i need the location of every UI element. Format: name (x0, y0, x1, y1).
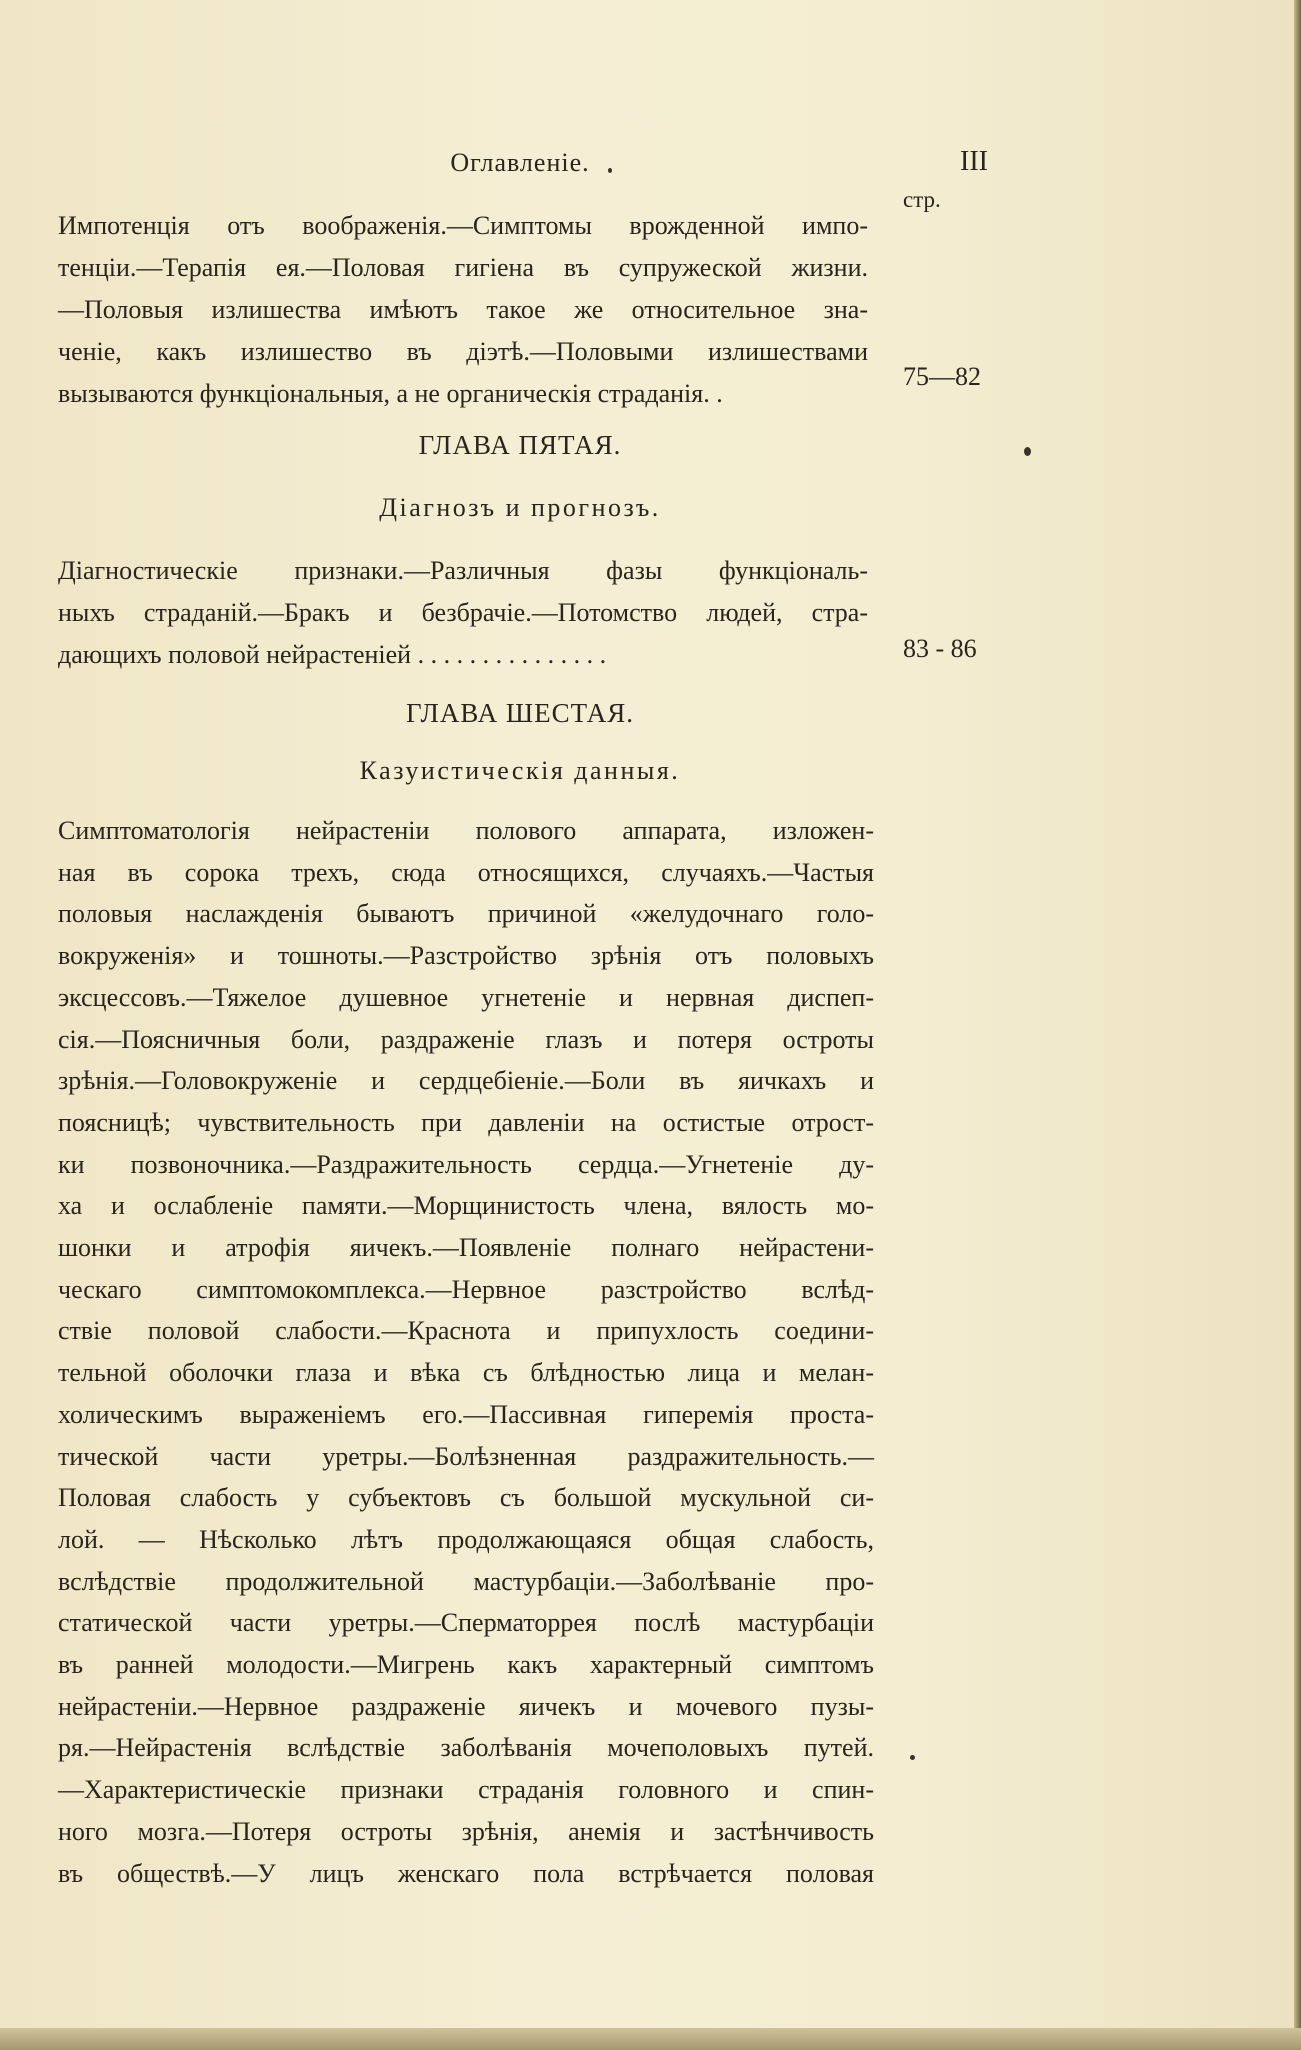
toc-line: вокруженія» и тошноты.—Разстройство зрѣнія отъ половыхъ (58, 941, 874, 971)
toc-entry-diagnosis (58, 550, 868, 676)
toc-line: ная въ сорока трехъ, сюда относящихся, случаяхъ.—Частыя (58, 857, 874, 887)
toc-line: половыя наслажденія бываютъ причиной «желудочнаго голо- (58, 899, 874, 929)
page-number: III (960, 146, 988, 177)
toc-entry-pages: 75—82 (903, 362, 981, 391)
chapter-six-title: Казуистическія данныя. (359, 756, 681, 785)
toc-line: дающихъ половой нейрастеніей . . . . . . . . . . . . . . . (58, 640, 607, 669)
toc-line: шонки и атрофія яичекъ.—Появленіе полнаго нейрастени- (58, 1233, 874, 1263)
toc-line: вызываются функціональныя, а не органическія страданія. . (58, 379, 723, 408)
toc-line: Діагностическіе признаки.—Различныя фазы функціональ- (58, 556, 868, 585)
toc-line: тической части уретры.—Болѣзненная раздражительность.— (58, 1441, 874, 1471)
toc-line: ки позвоночника.—Раздражительность сердца.—Угнетеніе ду- (58, 1149, 874, 1179)
toc-line: Симптоматологія нейрастеніи полового аппарата, изложен- (58, 816, 874, 845)
toc-line: вслѣдствіе продолжительной мастурбаціи.—Заболѣваніе про- (58, 1566, 874, 1596)
toc-line: ческаго симптомокомплекса.—Нервное разстройство вслѣд- (58, 1274, 874, 1304)
toc-line: поясницѣ; чувствительность при давленіи на остистые отрост- (58, 1107, 874, 1137)
page-edge-shadow (1294, 0, 1301, 2050)
toc-line: сія.—Поясничныя боли, раздраженіе глазъ и потеря остроты (58, 1024, 874, 1054)
toc-line: ха и ослабленіе памяти.—Морщинистость члена, вялость мо- (58, 1191, 874, 1221)
toc-line: въ обществѣ.—У лицъ женскаго пола встрѣчается половая (58, 1858, 874, 1888)
toc-line: тенціи.—Терапія ея.—Половая гигіена въ супружеской жизни. (58, 253, 868, 282)
pages-column-label: стр. (903, 187, 941, 212)
ink-speck (910, 1755, 915, 1760)
toc-line: тельной оболочки глаза и вѣка съ блѣдностью лица и мелан- (58, 1358, 874, 1388)
page-bottom-edge (0, 2028, 1301, 2050)
toc-line: —Характеристическіе признаки страданія головного и спин- (58, 1775, 874, 1805)
toc-line: зрѣнія.—Головокруженіе и сердцебіеніе.—Боли въ яичкахъ и (58, 1066, 874, 1096)
toc-line: ченіе, какъ излишество въ діэтѣ.—Половыми излишествами (58, 337, 868, 366)
chapter-five-title: Діагнозъ и прогнозъ. (379, 493, 661, 522)
toc-line: статической части уретры.—Сперматоррея послѣ мастурбаціи (58, 1608, 874, 1638)
toc-line: ного мозга.—Потеря остроты зрѣнія, анемія и застѣнчивость (58, 1816, 874, 1846)
toc-line: ныхъ страданій.—Бракъ и безбрачіе.—Потомство людей, стра- (58, 598, 868, 627)
chapter-six-heading: ГЛАВА ШЕСТАЯ. (405, 698, 635, 728)
toc-line: ря.—Нейрастенія вслѣдствіе заболѣванія мочеполовыхъ путей. (58, 1733, 874, 1763)
toc-line: ствіе половой слабости.—Краснота и припухлость соедини- (58, 1316, 874, 1346)
toc-line: лой. — Нѣсколько лѣтъ продолжающаяся общая слабость, (58, 1524, 874, 1554)
toc-line: въ ранней молодости.—Мигрень какъ характерный симптомъ (58, 1650, 874, 1680)
toc-entry-casuistics (58, 810, 874, 1894)
toc-line: Половая слабость у субъектовъ съ большой мускульной си- (58, 1483, 874, 1513)
chapter-five-heading: ГЛАВА ПЯТАЯ. (418, 430, 622, 460)
toc-line: эксцессовъ.—Тяжелое душевное угнетеніе и нервная диспеп- (58, 982, 874, 1012)
toc-line: нейрастеніи.—Нервное раздраженіе яичекъ и мочевого пузы- (58, 1691, 874, 1721)
toc-line: холическимъ выраженіемъ его.—Пассивная гиперемія проста- (58, 1399, 874, 1429)
toc-entry-impotence (58, 205, 868, 415)
ink-speck (1024, 447, 1031, 456)
toc-line: —Половыя излишества имѣютъ такое же относительное зна- (58, 295, 868, 324)
running-header-title: Оглавленіе. (450, 148, 590, 177)
toc-line: Импотенція отъ воображенія.—Симптомы врожденной импо- (58, 211, 868, 240)
toc-entry-pages: 83 - 86 (903, 634, 977, 663)
ink-speck (608, 168, 612, 173)
